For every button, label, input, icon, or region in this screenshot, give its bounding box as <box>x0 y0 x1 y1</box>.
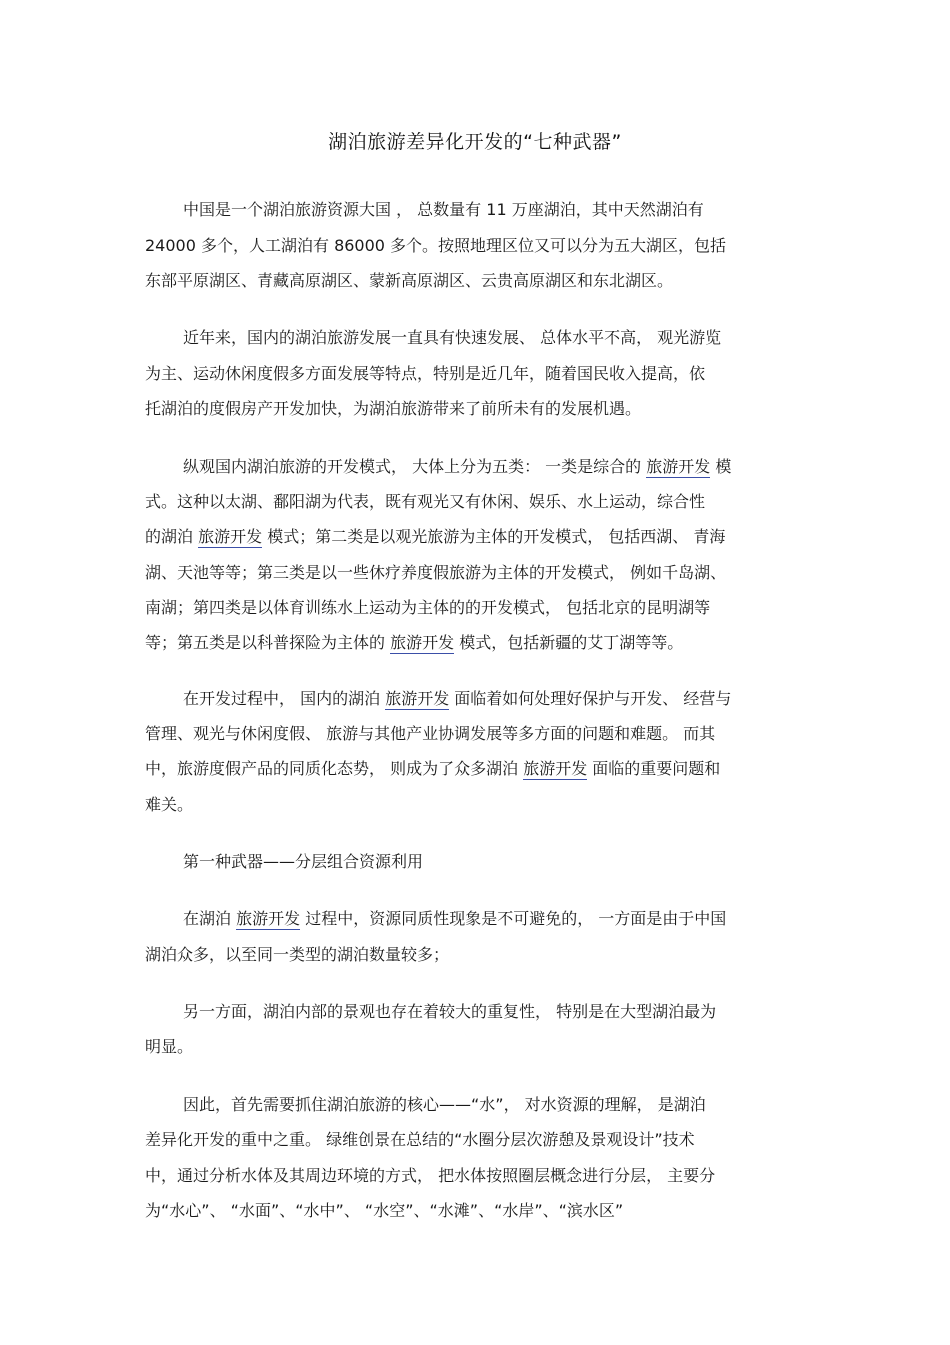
paragraph-4-line-4: 难关。 <box>145 795 194 814</box>
paragraph-3-line-5: 南湖；第四类是以体育训练水上运动为主体的的开发模式， 包括北京的昆明湖等 <box>145 598 711 617</box>
text-span: 纵观国内湖泊旅游的开发模式， 大体上分为五类： 一类是综合的 <box>183 457 647 476</box>
text-span: 模式；第二类是以观光旅游为主体的开发模式， 包括西湖、 青海 <box>262 527 726 546</box>
text-span: 等；第五类是以科普探险为主体的 <box>145 633 391 652</box>
paragraph-2-line-3: 托湖泊的度假房产开发加快，为湖泊旅游带来了前所未有的发展机遇。 <box>145 399 642 418</box>
paragraph-7-line-1: 因此，首先需要抓住湖泊旅游的核心——“水”， 对水资源的理解， 是湖泊 <box>183 1095 706 1114</box>
paragraph-4-line-2: 管理、观光与休闲度假、 旅游与其他产业协调发展等多方面的问题和难题。 而其 <box>145 724 716 743</box>
tourism-development-link[interactable]: 旅游开发 <box>198 527 263 546</box>
paragraph-3-line-3 <box>145 526 815 548</box>
text-span: 在开发过程中， 国内的湖泊 <box>183 689 386 708</box>
paragraph-3-line-4: 湖、天池等等；第三类是以一些休疗养度假旅游为主体的开发模式， 例如千岛湖、 <box>145 563 727 582</box>
text-span: 模 <box>710 457 732 476</box>
text-span: 面临的重要问题和 <box>587 759 721 778</box>
text-span: 中，旅游度假产品的同质化态势， 则成为了众多湖泊 <box>145 759 524 778</box>
paragraph-3-line-2: 式。这种以太湖、鄱阳湖为代表，既有观光又有休闲、娱乐、水上运动，综合性 <box>145 492 706 511</box>
paragraph-5-line-1 <box>183 908 853 930</box>
text-span: 过程中，资源同质性现象是不可避免的， 一方面是由于中国 <box>300 909 727 928</box>
tourism-development-link[interactable]: 旅游开发 <box>390 633 455 652</box>
section-heading-first-weapon: 第一种武器——分层组合资源利用 <box>183 852 424 871</box>
paragraph-1-line-1: 中国是一个湖泊旅游资源大国 ， 总数量有 11 万座湖泊，其中天然湖泊有 <box>183 200 704 219</box>
paragraph-1-line-3: 东部平原湖区、青藏高原湖区、蒙新高原湖区、云贵高原湖区和东北湖区。 <box>145 271 674 290</box>
text-span: 模式，包括新疆的艾丁湖等等。 <box>454 633 684 652</box>
paragraph-4-line-3 <box>145 758 815 780</box>
document-title: 湖泊旅游差异化开发的“七种武器” <box>328 131 622 153</box>
paragraph-3-line-6 <box>145 632 815 654</box>
paragraph-2-line-2: 为主、运动休闲度假多方面发展等特点，特别是近几年，随着国民收入提高，依 <box>145 364 706 383</box>
text-span: 在湖泊 <box>183 909 237 928</box>
tourism-development-link[interactable]: 旅游开发 <box>236 909 301 928</box>
paragraph-7-line-3: 中，通过分析水体及其周边环境的方式， 把水体按照圈层概念进行分层， 主要分 <box>145 1166 716 1185</box>
paragraph-3-line-1 <box>183 456 853 478</box>
paragraph-7-line-4: 为“水心”、 “水面”、“水中”、 “水空”、“水滩”、“水岸”、“滨水区” <box>145 1201 624 1220</box>
paragraph-6-line-1: 另一方面，湖泊内部的景观也存在着较大的重复性， 特别是在大型湖泊最为 <box>183 1002 717 1021</box>
tourism-development-link[interactable]: 旅游开发 <box>523 759 588 778</box>
paragraph-6-line-2: 明显。 <box>145 1037 194 1056</box>
text-span: 面临着如何处理好保护与开发、 经营与 <box>449 689 732 708</box>
paragraph-1-line-2: 24000 多个，人工湖泊有 86000 多个。按照地理区位又可以分为五大湖区，包括 <box>145 236 727 255</box>
text-span: 的湖泊 <box>145 527 199 546</box>
tourism-development-link[interactable]: 旅游开发 <box>385 689 450 708</box>
paragraph-5-line-2: 湖泊众多，以至同一类型的湖泊数量较多； <box>145 945 450 964</box>
paragraph-7-line-2: 差异化开发的重中之重。 绿维创景在总结的“水圈分层次游憩及景观设计”技术 <box>145 1130 695 1149</box>
paragraph-4-line-1 <box>183 688 853 710</box>
paragraph-2-line-1: 近年来，国内的湖泊旅游发展一直具有快速发展、 总体水平不高， 观光游览 <box>183 328 722 347</box>
tourism-development-link[interactable]: 旅游开发 <box>646 457 711 476</box>
